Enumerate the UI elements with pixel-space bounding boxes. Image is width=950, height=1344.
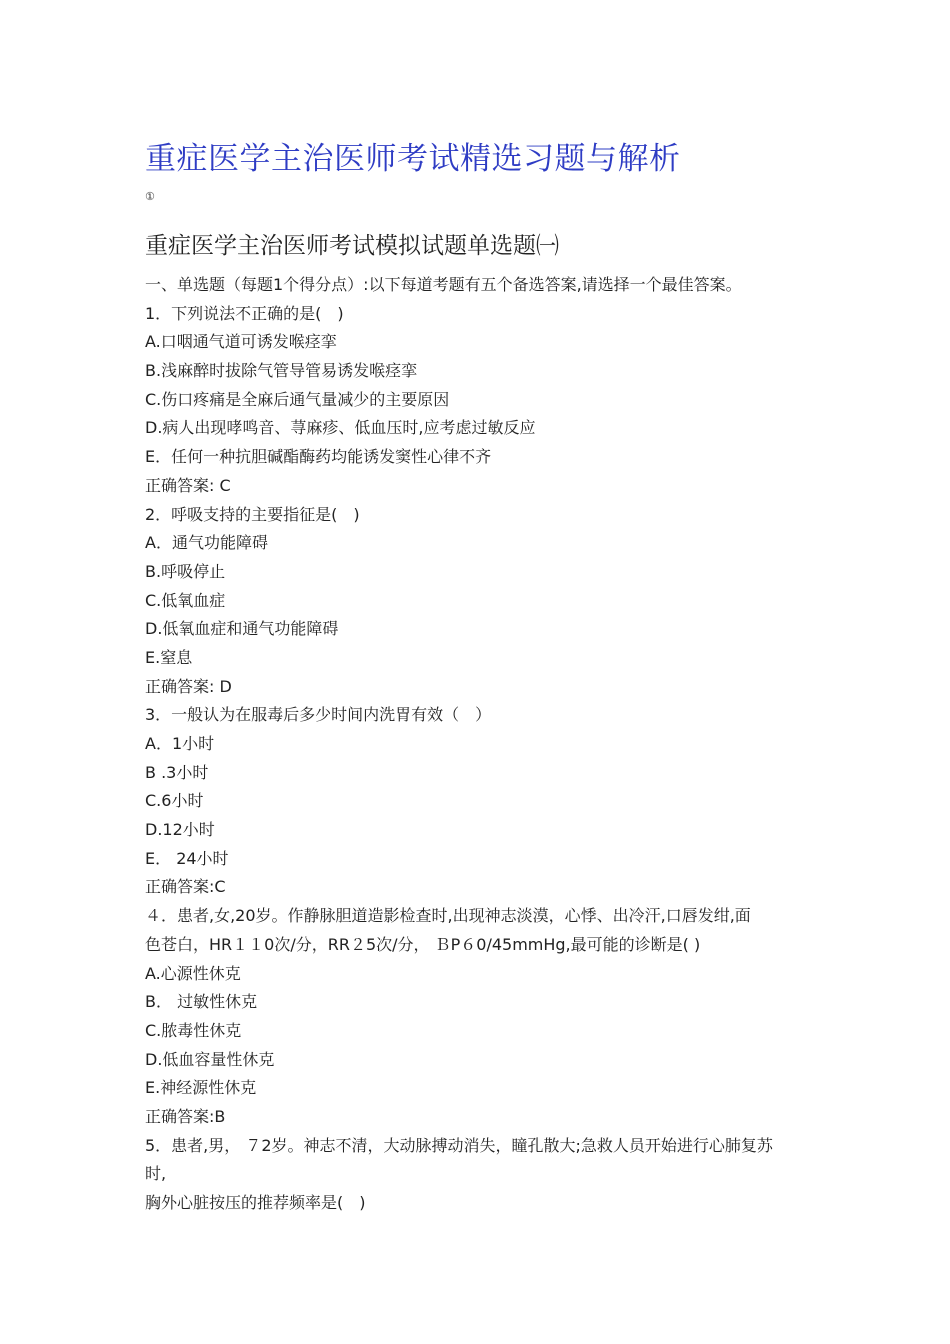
answer-option: B.浅麻醉时拔除气管导管易诱发喉痉挛 — [145, 361, 418, 381]
question-stem: 胸外心脏按压的推荐频率是( ) — [145, 1193, 366, 1212]
question-stem: ４．患者,女,20岁。作静脉胆道造影检查时,出现神志淡漠，心悸、出冷汗,口唇发绀,面 — [145, 906, 751, 926]
correct-answer: 正确答案: C — [145, 475, 231, 495]
correct-answer: 正确答案: D — [145, 676, 232, 696]
answer-option: A.心源性休克 — [145, 963, 241, 983]
answer-option: C.6小时 — [145, 791, 204, 811]
question-list — [145, 271, 825, 1218]
answer-option: E.窒息 — [145, 647, 193, 667]
answer-option: B． 过敏性休克 — [145, 992, 258, 1012]
question-stem: 3．一般认为在服毒后多少时间内洗胃有效（ ） — [145, 705, 492, 725]
instructions: 一、单选题（每题1个得分点）:以下每道考题有五个备选答案,请选择一个最佳答案。 — [145, 275, 742, 294]
answer-option: B.呼吸停止 — [145, 561, 226, 581]
answer-option: D.低血容量性休克 — [145, 1049, 275, 1069]
answer-option: A.口咽通气道可诱发喉痉挛 — [145, 332, 337, 352]
answer-option: D.低氧血症和通气功能障碍 — [145, 619, 339, 639]
answer-option: C.脓毒性休克 — [145, 1020, 242, 1040]
question-stem: 5．患者,男， ７2岁。神志不清，大动脉搏动消失，瞳孔散大;急救人员开始进行心肺复苏 — [145, 1135, 773, 1155]
answer-option: A．1小时 — [145, 734, 215, 753]
question-stem: 色苍白，HR１１0次/分，RR２5次/分， ＢP６0/45mmHg,最可能的诊断是( ) — [145, 934, 701, 954]
answer-option: B .3小时 — [145, 762, 209, 782]
question-stem: 1．下列说法不正确的是( ) — [145, 303, 344, 323]
answer-option: D.12小时 — [145, 820, 215, 840]
correct-answer: 正确答案:C — [145, 877, 226, 897]
answer-option: E．任何一种抗胆碱酯酶药均能诱发窦性心律不齐 — [145, 447, 492, 467]
answer-option: A．通气功能障碍 — [145, 533, 268, 553]
footnote-mark: ① — [145, 190, 155, 203]
answer-option: C.低氧血症 — [145, 590, 226, 610]
answer-option: C.伤口疼痛是全麻后通气量减少的主要原因 — [145, 389, 450, 409]
section-title: 重症医学主治医师考试模拟试题单选题㈠ — [145, 233, 559, 259]
document-title: 重症医学主治医师考试精选习题与解析 — [145, 141, 681, 177]
question-stem: 时, — [145, 1164, 167, 1184]
answer-option: E． 24小时 — [145, 848, 229, 868]
answer-option: E.神经源性休克 — [145, 1078, 257, 1098]
answer-option: D.病人出现哮鸣音、荨麻疹、低血压时,应考虑过敏反应 — [145, 418, 536, 438]
question-stem: 2．呼吸支持的主要指征是( ) — [145, 504, 360, 524]
correct-answer: 正确答案:B — [145, 1106, 226, 1126]
